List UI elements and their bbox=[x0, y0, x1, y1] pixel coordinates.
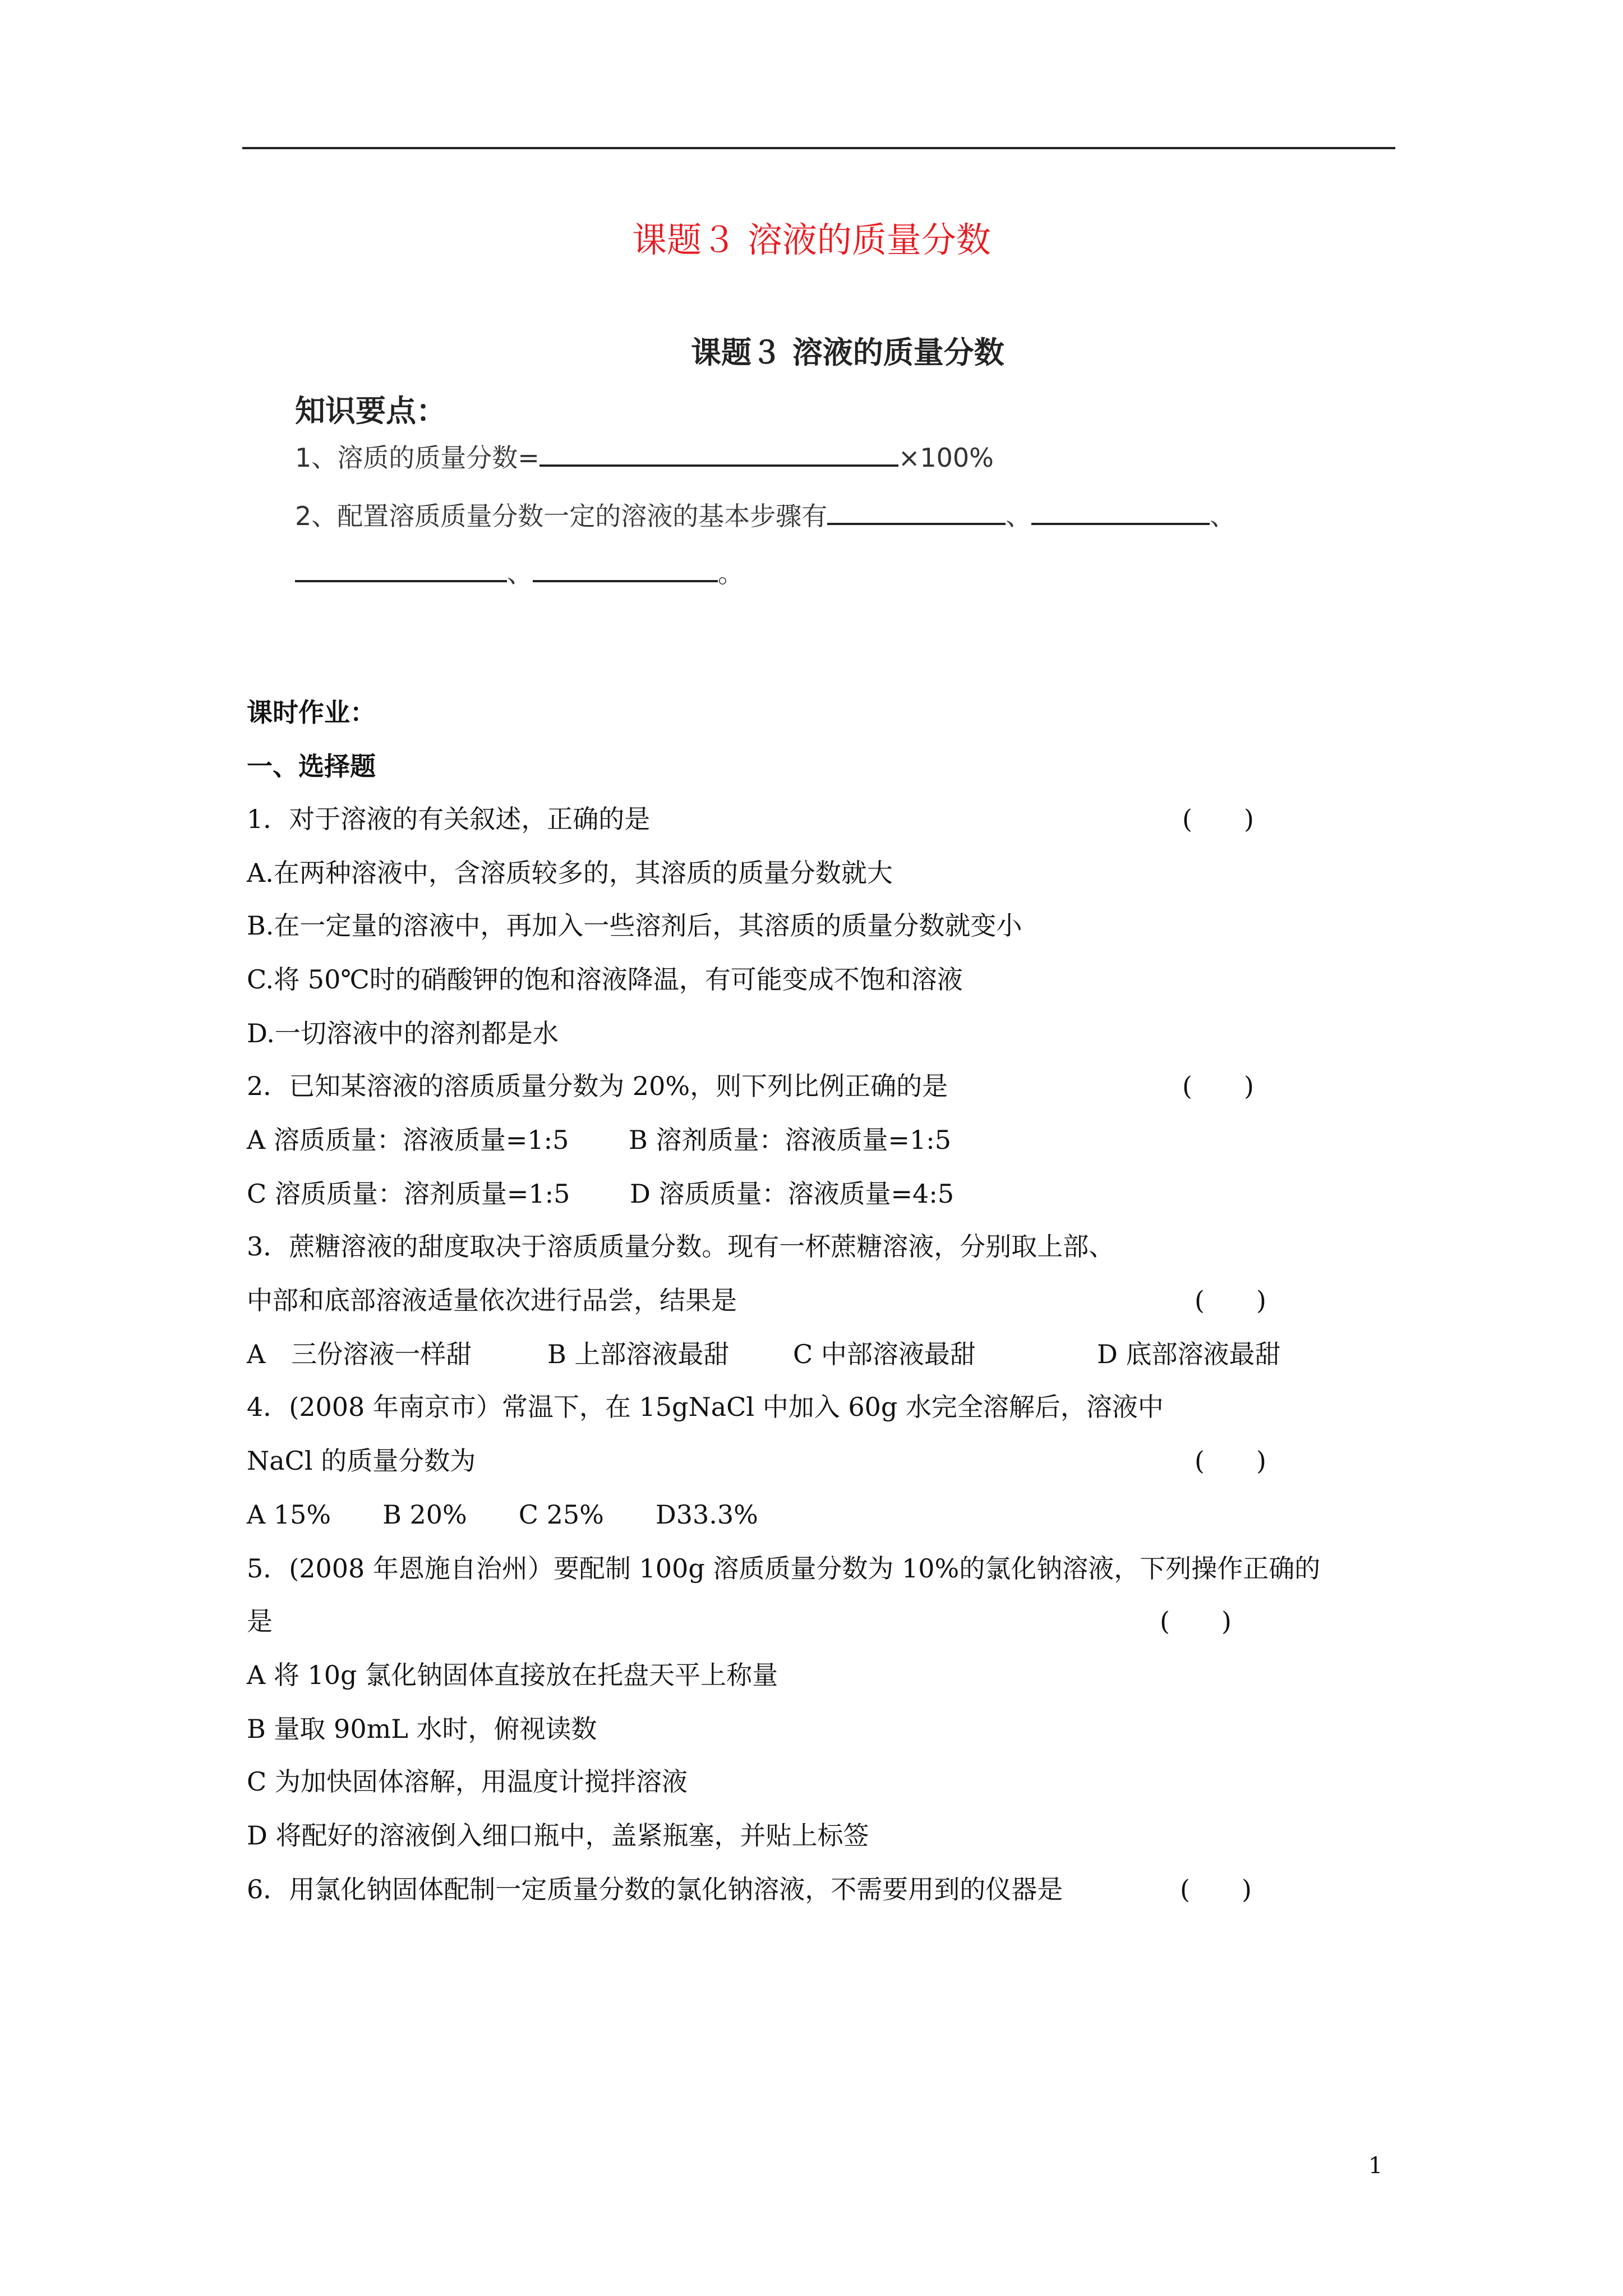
question-4-options: A 15% B 20% C 25% D33.3% bbox=[247, 1499, 758, 1530]
question-5-option-a: A 将 10g 氯化钠固体直接放在托盘天平上称量 bbox=[247, 1660, 778, 1690]
question-2-stem: 2．已知某溶液的溶质质量分数为 20%，则下列比例正确的是 bbox=[247, 1071, 948, 1101]
question-3-option-c: C 中部溶液最甜 bbox=[793, 1339, 976, 1369]
fill-blank-5[interactable] bbox=[533, 558, 718, 582]
question-6-stem: 6．用氯化钠固体配制一定质量分数的氯化钠溶液，不需要用到的仪器是 bbox=[247, 1874, 1063, 1904]
answer-paren-2[interactable]: ( ) bbox=[1182, 1071, 1254, 1101]
question-3-option-b: B 上部溶液最甜 bbox=[547, 1339, 730, 1369]
answer-paren-1[interactable]: ( ) bbox=[1182, 804, 1254, 834]
question-3-stem-line2: 中部和底部溶液适量依次进行品尝，结果是 bbox=[247, 1285, 737, 1315]
answer-paren-5[interactable]: ( ) bbox=[1160, 1606, 1232, 1636]
knowledge-item-2 bbox=[295, 496, 1235, 533]
knowledge-item-2-cont bbox=[295, 553, 744, 590]
question-5-stem-line2: 是 bbox=[247, 1606, 273, 1636]
answer-paren-6[interactable]: ( ) bbox=[1180, 1874, 1252, 1904]
end-mark: 。 bbox=[718, 558, 744, 588]
question-2-options-ab: A 溶质质量：溶液质量=1:5 B 溶剂质量：溶液质量=1:5 bbox=[247, 1125, 952, 1155]
separator: 、 bbox=[507, 558, 533, 588]
question-1-stem: 1．对于溶液的有关叙述，正确的是 bbox=[247, 804, 651, 834]
question-2-options-cd: C 溶质质量：溶剂质量=1:5 D 溶质质量：溶液质量=4:5 bbox=[247, 1179, 955, 1209]
knowledge-item-1-suffix: ×100% bbox=[898, 443, 994, 473]
question-3-option-a: A 三份溶液一样甜 bbox=[247, 1339, 472, 1369]
question-1-option-b: B.在一定量的溶液中，再加入一些溶剂后，其溶质的质量分数就变小 bbox=[247, 910, 1022, 941]
fill-blank-3[interactable] bbox=[1031, 500, 1210, 525]
question-4-stem-line2: NaCl 的质量分数为 bbox=[247, 1446, 476, 1476]
fill-blank-2[interactable] bbox=[827, 500, 1006, 525]
knowledge-item-1 bbox=[295, 438, 994, 475]
answer-paren-4[interactable]: ( ) bbox=[1195, 1446, 1266, 1476]
question-3-stem-line1: 3．蔗糖溶液的甜度取决于溶质质量分数。现有一杯蔗糖溶液，分别取上部、 bbox=[247, 1231, 1115, 1262]
question-5-option-c: C 为加快固体溶解，用温度计搅拌溶液 bbox=[247, 1766, 688, 1797]
question-5-option-b: B 量取 90mL 水时，俯视读数 bbox=[247, 1714, 597, 1744]
question-5-stem-line1: 5．(2008 年恩施自治州）要配制 100g 溶质质量分数为 10%的氯化钠溶液，下列操作正确的 bbox=[247, 1553, 1321, 1584]
section-title: 一、选择题 bbox=[247, 751, 376, 781]
separator: 、 bbox=[1006, 501, 1032, 531]
knowledge-item-1-prefix: 1、溶质的质量分数= bbox=[295, 443, 540, 473]
question-1-option-a: A.在两种溶液中，含溶质较多的，其溶质的质量分数就大 bbox=[247, 858, 893, 888]
answer-paren-3[interactable]: ( ) bbox=[1195, 1285, 1266, 1315]
page-title: 课题３ 溶液的质量分数 bbox=[632, 219, 991, 260]
knowledge-item-2-prefix: 2、配置溶质质量分数一定的溶液的基本步骤有 bbox=[295, 501, 828, 531]
knowledge-heading: 知识要点： bbox=[295, 393, 446, 429]
separator: 、 bbox=[1210, 501, 1236, 531]
fill-blank-4[interactable] bbox=[295, 558, 507, 582]
homework-label: 课时作业： bbox=[247, 697, 376, 728]
question-4-stem-line1: 4．(2008 年南京市）常温下，在 15gNaCl 中加入 60g 水完全溶解后，溶液中 bbox=[247, 1392, 1164, 1422]
question-1-option-c: C.将 50℃时的硝酸钾的饱和溶液降温，有可能变成不饱和溶液 bbox=[247, 964, 963, 995]
question-1-option-d: D.一切溶液中的溶剂都是水 bbox=[247, 1018, 559, 1048]
question-5-option-d: D 将配好的溶液倒入细口瓶中，盖紧瓶塞，并贴上标签 bbox=[247, 1820, 869, 1851]
question-3-option-d: D 底部溶液最甜 bbox=[1097, 1339, 1281, 1369]
fill-blank-1[interactable] bbox=[540, 442, 898, 467]
header-rule bbox=[242, 147, 1395, 149]
page-number: 1 bbox=[1368, 2153, 1383, 2179]
image-title: 课题３ 溶液的质量分数 bbox=[691, 335, 1004, 370]
